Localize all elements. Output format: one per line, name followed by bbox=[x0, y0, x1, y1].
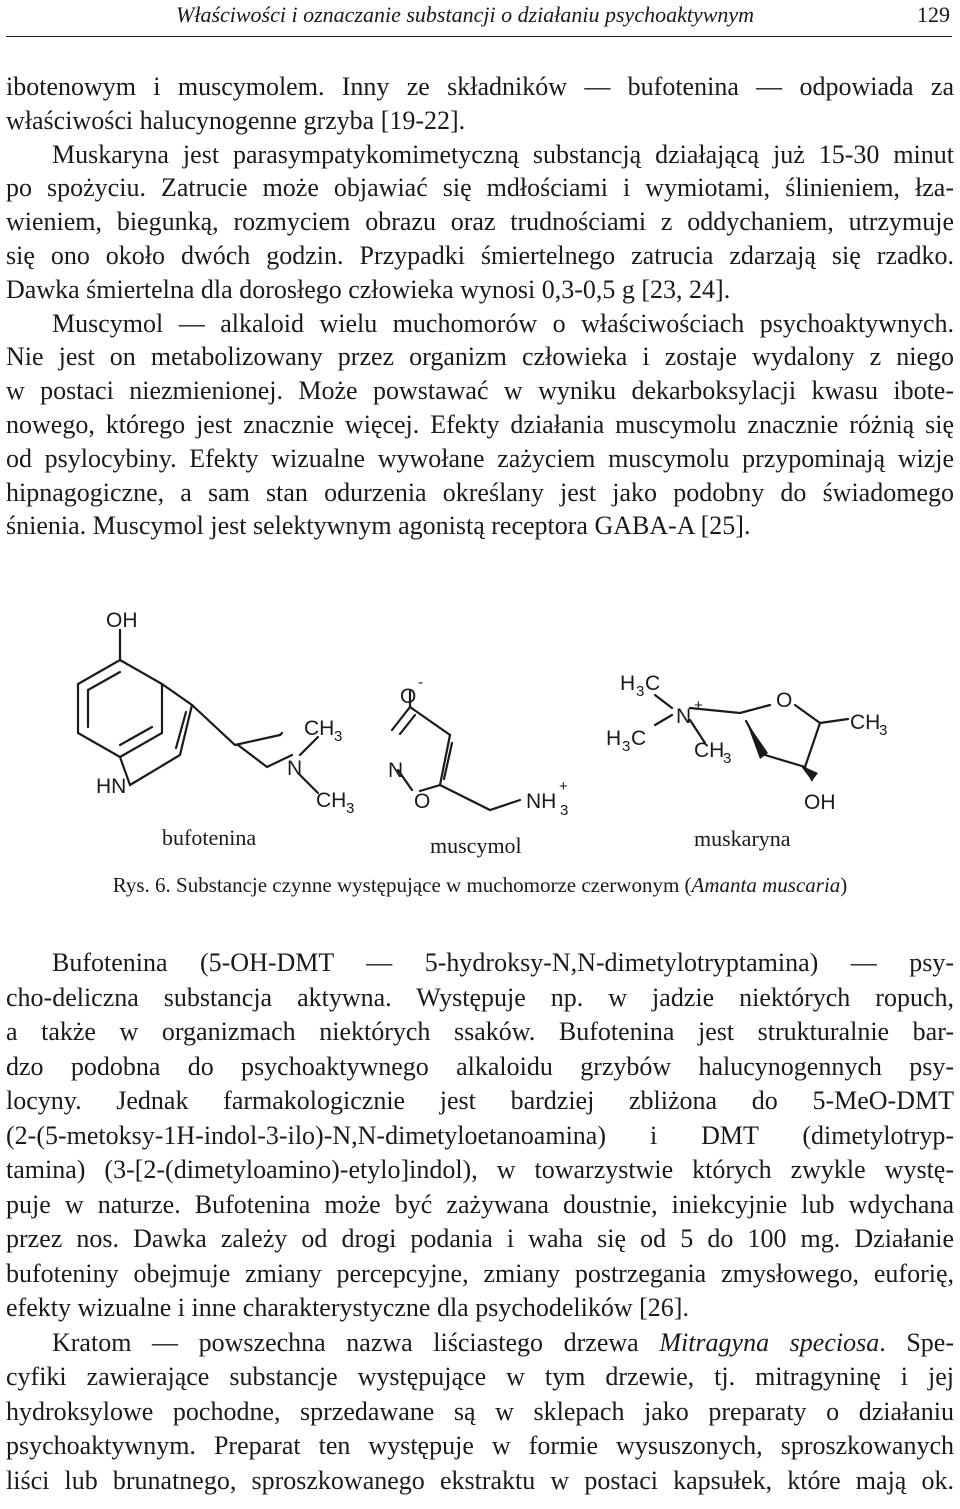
text-line: Muscymol — alkaloid wielu muchomorów o właściwościach psychoaktywnych. bbox=[52, 308, 954, 338]
atom-label: N bbox=[388, 759, 404, 782]
caption-close: ) bbox=[840, 873, 848, 897]
text-line: Muskaryna jest parasympatykomimetyczną substancją działającą już 15-30 minut bbox=[52, 139, 954, 169]
text-line: locyny. Jednak farmakologicznie jest bardziej zbliżona do 5-MeO-DMT bbox=[6, 1086, 954, 1115]
body-text-top bbox=[6, 70, 954, 543]
text-line: się ono około dwóch godzin. Przypadki śmiertelnego zatrucia zdarzają się rzadko. bbox=[6, 240, 954, 270]
header-rule bbox=[6, 36, 952, 37]
text-line: Bufotenina (5-OH-DMT — 5-hydroksy-N,N-dimetylotryptamina) — psy- bbox=[52, 948, 954, 977]
atom-label: CH bbox=[694, 739, 725, 762]
text-line: psychoaktywnym. Preparat ten występuje w formie wysuszonych, sproszkowanych bbox=[6, 1431, 954, 1460]
text-line: Nie jest on metabolizowany przez organizm człowieka i zostaje wydalony z niego bbox=[6, 342, 954, 372]
charge-plus: + bbox=[694, 697, 703, 714]
atom-label: H bbox=[606, 727, 622, 750]
text-line: efekty wizualne i inne charakterystyczne dla psychodelików [26]. bbox=[6, 1293, 689, 1322]
text-line: liści lub brunatnego, sproszkowanego ekstraktu w postaci kapsułek, które mają ok. bbox=[6, 1465, 954, 1495]
page-header bbox=[0, 0, 960, 40]
text-line: w postaci niezmienionej. Może powstawać w wyniku dekarboksylacji kwasu ibote- bbox=[6, 376, 954, 406]
text-line: a także w organizmach niektórych ssaków. Bufotenina jest strukturalnie bar- bbox=[6, 1017, 954, 1046]
atom-label: C bbox=[631, 727, 647, 750]
body-text-bottom bbox=[6, 946, 954, 1498]
text-line: dzo podobna do psychoaktywnego alkaloidu grzybów halucynogennych psy- bbox=[6, 1051, 954, 1081]
atom-subscript: 3 bbox=[723, 750, 732, 767]
atom-subscript: 3 bbox=[879, 722, 888, 739]
text-line: cyfiki zawierające substancje występujące w tym drzewie, tj. mitragyninę i jej bbox=[6, 1362, 954, 1391]
charge-plus: + bbox=[559, 778, 568, 795]
label-muscymol: muscymol bbox=[430, 833, 522, 858]
text-line: przez nos. Dawka zależy od drogi podania i waha się od 5 do 100 mg. Działanie bbox=[6, 1224, 954, 1253]
atom-subscript: 3 bbox=[334, 728, 343, 745]
text-line: śnienia. Muscymol jest selektywnym agonistą receptora GABA-A [25]. bbox=[6, 511, 751, 541]
structures-svg bbox=[0, 595, 960, 865]
text-line: ibotenowym i muscymolem. Inny ze składników — bufotenina — odpowiada za bbox=[6, 72, 954, 101]
text-line: właściwości halucynogenne grzyba [19-22]. bbox=[6, 105, 466, 135]
kratom-species: Mitragyna speciosa bbox=[659, 1327, 880, 1357]
text-line-kratom bbox=[6, 1326, 954, 1361]
figure-caption bbox=[0, 873, 960, 898]
text-line: bufoteniny obejmuje zmiany percepcyjne, zmiany postrzegania zmysłowego, euforię, bbox=[6, 1258, 954, 1288]
text-line: cho-deliczna substancja aktywna. Występuje np. w jadzie niektórych ropuch, bbox=[6, 982, 954, 1012]
label-bufotenina: bufotenina bbox=[162, 825, 257, 850]
atom-label: O bbox=[400, 685, 417, 708]
page-number: 129 bbox=[917, 2, 950, 27]
atom-label: H bbox=[620, 672, 636, 695]
text-line: hipnagogiczne, a sam stan odurzenia określany jest jako podobny do świadomego bbox=[6, 477, 954, 507]
kratom-lead: Kratom — powszechna nazwa liściastego drzewa bbox=[52, 1327, 660, 1357]
atom-label: O bbox=[776, 689, 793, 712]
atom-label: N bbox=[287, 757, 303, 780]
charge-minus: - bbox=[418, 674, 423, 691]
text-line: po spożyciu. Zatrucie może objawiać się mdłościami i wymiotami, ślinieniem, łza- bbox=[6, 173, 954, 203]
text-line: hydroksylowe pochodne, sprzedawane są w sklepach jako preparaty o działaniu bbox=[6, 1396, 954, 1426]
text-line: tamina) (3-[2-(dimetyloamino)-etylo]indol), w towarzystwie których zwykle wystę- bbox=[6, 1155, 954, 1184]
text-line: Dawka śmiertelna dla dorosłego człowieka wynosi 0,3-0,5 g [23, 24]. bbox=[6, 274, 731, 304]
atom-subscript: 3 bbox=[622, 738, 631, 755]
text-line: (2-(5-metoksy-1H-indol-3-ilo)-N,N-dimetyloetanoamina) i DMT (dimetylotryp- bbox=[6, 1120, 954, 1150]
atom-subscript: 3 bbox=[636, 683, 645, 700]
running-title: Właściwości i oznaczanie substancji o działaniu psychoaktywnym bbox=[176, 2, 755, 27]
atom-subscript: 3 bbox=[346, 800, 355, 817]
text-line: od psylocybiny. Efekty wizualne wywołane zażyciem muscymolu przypominają wizje bbox=[6, 443, 954, 473]
atom-label: N bbox=[676, 705, 692, 728]
label-muskaryna: muskaryna bbox=[694, 826, 791, 851]
atom-label: CH bbox=[316, 789, 347, 812]
atom-label: C bbox=[645, 672, 661, 695]
atom-label: O bbox=[414, 790, 431, 813]
kratom-tail: . Spe- bbox=[879, 1327, 954, 1357]
atom-label: CH bbox=[304, 717, 335, 740]
figure-chemical-structures bbox=[0, 595, 960, 905]
atom-label: NH bbox=[526, 790, 557, 813]
atom-label: CH bbox=[850, 711, 881, 734]
atom-label: HN bbox=[96, 775, 127, 798]
text-line: puje w naturze. Bufotenina może być zażywana doustnie, iniekcyjnie lub wdychana bbox=[6, 1189, 954, 1219]
atom-label: OH bbox=[804, 791, 836, 814]
atom-subscript: 3 bbox=[560, 802, 569, 819]
caption-text: Rys. 6. Substancje czynne występujące w muchomorze czerwonym ( bbox=[112, 873, 692, 897]
text-line: wieniem, biegunką, rozmyciem obrazu oraz trudnościami z oddychaniem, utrzymuje bbox=[6, 207, 954, 237]
caption-species: Amanta muscaria bbox=[691, 873, 841, 897]
text-line: nowego, którego jest znacznie więcej. Efekty działania muscymolu znacznie różnią się bbox=[6, 409, 954, 439]
atom-label: OH bbox=[106, 609, 138, 632]
